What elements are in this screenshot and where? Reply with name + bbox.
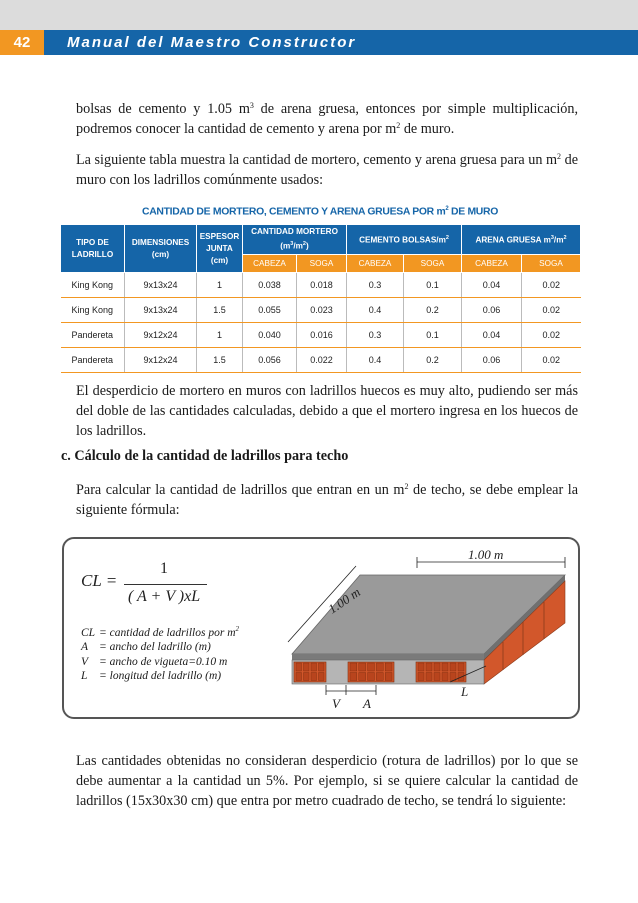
table-cell: King Kong xyxy=(61,273,125,298)
brick-hole xyxy=(376,673,383,681)
table-cell: 0.1 xyxy=(404,273,462,298)
table-cell: 0.02 xyxy=(522,323,581,348)
legend-row: V = ancho de vigueta=0.10 m xyxy=(81,655,228,668)
roof-slab-diagram xyxy=(280,548,570,713)
header-espesor: ESPESOR JUNTA (cm) xyxy=(197,225,243,273)
brick-hole xyxy=(304,673,310,681)
table-cell: 0.06 xyxy=(462,348,522,373)
table-row xyxy=(61,298,581,323)
table-cell: 0.018 xyxy=(297,273,347,298)
table-cell: 0.4 xyxy=(347,298,404,323)
table-cell: 0.3 xyxy=(347,273,404,298)
brick-hole xyxy=(442,673,448,681)
subheader-cell: SOGA xyxy=(522,255,581,273)
paragraph-5: Las cantidades obtenidas no consideran desperdicio (rotura de ladrillos) por lo que se debe aumentar a la cantidad un 5%. Por ejemplo, si se quiere calcular la cantidad de ladrillos (15x30x30 cm) que entra por metro cuadrado de techo, se tendrá lo siguiente: xyxy=(76,753,578,809)
formula-numerator: 1 xyxy=(160,560,168,577)
brick-hole xyxy=(442,663,448,671)
brick-hole xyxy=(418,673,424,681)
brick-hole xyxy=(368,673,375,681)
section-heading: c. Cálculo de la cantidad de ladrillos para techo xyxy=(61,448,349,464)
table-cell: 0.022 xyxy=(297,348,347,373)
book-title: Manual del Maestro Constructor xyxy=(67,34,357,51)
label-l: L xyxy=(461,684,469,699)
brick-hole xyxy=(368,663,375,671)
paragraph-4: Para calcular la cantidad de ladrillos que entran en un $m^2$ de techo, se debe emplear la siguiente fórmula: xyxy=(76,482,578,518)
brick-hole xyxy=(359,663,366,671)
table-cell: 9x13x24 xyxy=(125,273,197,298)
table-cell: 0.055 xyxy=(243,298,297,323)
table-cell: 0.02 xyxy=(522,298,581,323)
table-cell: 0.02 xyxy=(522,273,581,298)
subheader-cell: SOGA xyxy=(297,255,347,273)
fraction-bar xyxy=(124,584,207,585)
table-cell: King Kong xyxy=(61,298,125,323)
brick-hole xyxy=(296,673,302,681)
brick-hole xyxy=(359,673,366,681)
label-side-1m: 1.00 m xyxy=(325,584,364,617)
formula-legend xyxy=(81,622,239,684)
label-a: A xyxy=(363,696,371,711)
table-cell: 0.04 xyxy=(462,273,522,298)
table-cell: 1 xyxy=(197,323,243,348)
legend-row: CL = cantidad de ladrillos por $m^2$ xyxy=(81,625,240,639)
subheader-cell: CABEZA xyxy=(347,255,404,273)
page-header xyxy=(0,30,638,55)
table-cell: 0.056 xyxy=(243,348,297,373)
header-tipo: TIPO DE LADRILLO xyxy=(61,225,125,273)
table-cell: Pandereta xyxy=(61,323,125,348)
table-cell: 0.016 xyxy=(297,323,347,348)
table-cell: 0.023 xyxy=(297,298,347,323)
brick-hole xyxy=(418,663,424,671)
formula-denominator: ( A + V )xL xyxy=(128,588,201,605)
table-cell: 0.1 xyxy=(404,323,462,348)
brick-hole xyxy=(350,663,357,671)
brick-hole xyxy=(304,663,310,671)
brick-hole xyxy=(311,663,317,671)
table-cell: 0.040 xyxy=(243,323,297,348)
table-cell: 9x12x24 xyxy=(125,323,197,348)
table-cell: 0.02 xyxy=(522,348,581,373)
brick-hole xyxy=(458,663,464,671)
formula-lhs: CL = xyxy=(81,571,118,590)
brick-hole xyxy=(385,663,392,671)
table-cell: 1.5 xyxy=(197,298,243,323)
legend-row: A = ancho del ladrillo (m) xyxy=(81,641,211,654)
table-cell: 0.06 xyxy=(462,298,522,323)
brick-hole xyxy=(319,673,325,681)
table-cell: 0.2 xyxy=(404,298,462,323)
subheader-cell: CABEZA xyxy=(243,255,297,273)
header-cemento: CEMENTO BOLSAS/$m^2$ xyxy=(347,225,462,255)
brick-hole xyxy=(376,663,383,671)
table-cell: 0.038 xyxy=(243,273,297,298)
brick-hole xyxy=(434,673,440,681)
paragraph-3: El desperdicio de mortero en muros con ladrillos huecos es muy alto, pudiendo ser más del doble de las cantidades calculadas, debido a que el mortero ingresa en los huecos de los ladrillos. xyxy=(76,383,578,439)
subheader-cell: SOGA xyxy=(404,255,462,273)
brick-hole xyxy=(426,663,432,671)
table-cell: 0.3 xyxy=(347,323,404,348)
label-top-1m: 1.00 m xyxy=(468,548,504,562)
page-number: 42 xyxy=(0,30,44,55)
table-cell: 0.2 xyxy=(404,348,462,373)
table-row xyxy=(61,273,581,298)
table-cell: 0.4 xyxy=(347,348,404,373)
header-arena: ARENA GRUESA $m^3/m^2$ xyxy=(462,225,581,255)
brick-hole xyxy=(311,673,317,681)
paragraph-1: bolsas de cemento y 1.05 $m^3$ de arena gruesa, entonces por simple multiplicación, podremos conocer la cantidad de cemento y arena por $m^2$ de muro. xyxy=(76,101,578,137)
table-row xyxy=(61,348,581,373)
table-cell: Pandereta xyxy=(61,348,125,373)
brick-hole xyxy=(350,673,357,681)
label-v: V xyxy=(332,696,340,711)
table-cell: 0.04 xyxy=(462,323,522,348)
subheader-cell: CABEZA xyxy=(462,255,522,273)
header-dimensiones: DIMENSIONES (cm) xyxy=(125,225,197,273)
brick-section-group xyxy=(294,662,466,682)
brick-hole xyxy=(319,663,325,671)
header-mortero: CANTIDAD MORTERO $(m^3/m^2)$ xyxy=(243,225,347,255)
brick-hole xyxy=(426,673,432,681)
table-title: CANTIDAD DE MORTERO, CEMENTO Y ARENA GRUESA POR $m^2$ DE MURO xyxy=(141,206,498,218)
brick-hole xyxy=(296,663,302,671)
mortar-table xyxy=(60,224,581,373)
brick-hole xyxy=(450,663,456,671)
table-cell: 9x12x24 xyxy=(125,348,197,373)
table-cell: 1 xyxy=(197,273,243,298)
brick-hole xyxy=(434,663,440,671)
legend-row: L = longitud del ladrillo (m) xyxy=(81,670,222,683)
paragraph-2: La siguiente tabla muestra la cantidad de mortero, cemento y arena gruesa para un $m^2$ de muro con los ladrillos comúnmente usados: xyxy=(76,152,578,188)
table-cell: 1.5 xyxy=(197,348,243,373)
brick-hole xyxy=(385,673,392,681)
top-margin-strip xyxy=(0,0,638,30)
table-cell: 9x13x24 xyxy=(125,298,197,323)
slab-front-edge xyxy=(292,654,484,660)
table-row xyxy=(61,323,581,348)
